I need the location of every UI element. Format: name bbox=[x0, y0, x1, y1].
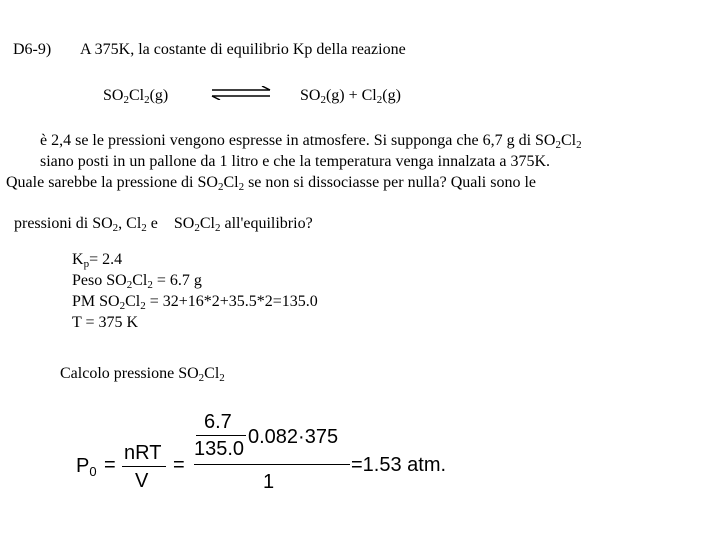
problem-line-4: pressioni di $SO_2$, $Cl_2$ e $SO_2Cl_2$ all'equilibrio? bbox=[14, 215, 313, 234]
reaction-reactant: $SO_2Cl_2(g)$ bbox=[103, 87, 169, 106]
pressure-formula bbox=[76, 405, 476, 505]
formula-inner-num: 6.7 bbox=[204, 411, 232, 433]
problem-line-3: Quale sarebbe la pressione di $SO_2Cl_2$ se non si dissociasse per nulla? Quali sono le bbox=[6, 174, 537, 193]
formula-inner-den: 135.0 bbox=[194, 438, 245, 460]
problem-line-2: siano posti in un pallone da 1 litro e che la temperatura venga innalzata a 375K. bbox=[40, 153, 551, 170]
formula-p: $P_0$ bbox=[76, 455, 97, 479]
fraction-bar-1 bbox=[122, 466, 166, 467]
calc-heading: Calcolo pressione $SO_2Cl_2$ bbox=[60, 365, 225, 384]
fraction-bar-2 bbox=[194, 464, 350, 465]
formula-den2: 1 bbox=[263, 471, 275, 493]
fraction-bar-inner bbox=[196, 435, 246, 436]
equilibrium-arrow-icon bbox=[210, 86, 272, 100]
data-pm: PM $SO_2Cl_2 = 32+16*2+35.5*2=135.0$ bbox=[72, 293, 318, 312]
formula-inner-rest: 0.082·375 bbox=[248, 426, 339, 448]
problem-id: D6-9) bbox=[13, 41, 52, 58]
problem-intro: A 375K, la costante di equilibrio Kp della reazione bbox=[80, 41, 406, 58]
formula-num1: nRT bbox=[124, 442, 162, 464]
data-temperature: T = 375 K bbox=[72, 314, 139, 331]
formula-eq2: = bbox=[173, 454, 185, 476]
data-peso: Peso $SO_2Cl_2 = 6.7$ g bbox=[72, 272, 202, 291]
formula-den1: V bbox=[135, 470, 149, 492]
reaction-products: $SO_2(g) + Cl_2(g)$ bbox=[300, 87, 401, 106]
data-kp: $K_p= 2.4$ bbox=[72, 251, 123, 270]
formula-eq1: = bbox=[104, 454, 116, 476]
formula-result: =1.53 atm. bbox=[351, 454, 447, 476]
problem-line-1: è 2,4 se le pressioni vengono espresse in atmosfere. Si supponga che 6,7 g di $SO_2Cl_2$ bbox=[40, 132, 582, 151]
